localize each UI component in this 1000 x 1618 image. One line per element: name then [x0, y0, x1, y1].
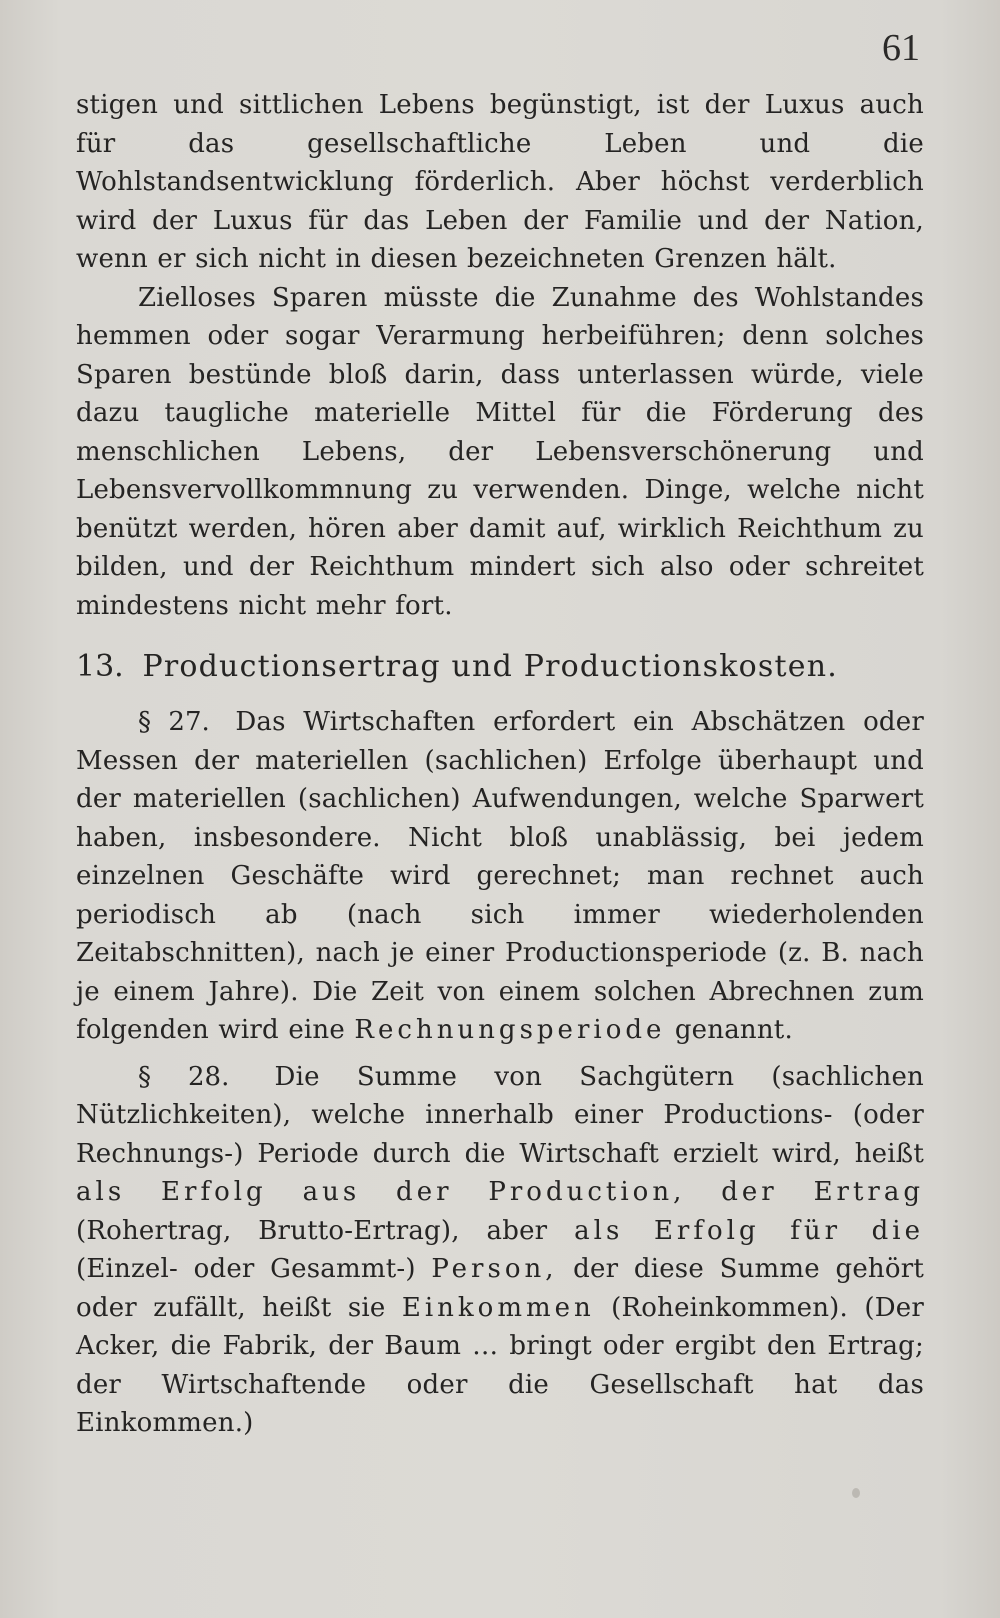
section-27-term: Rechnungsperiode — [354, 1015, 666, 1045]
page-text — [76, 86, 924, 1443]
section-28-phrase-1: als Erfolg aus der Production, der Ertrag — [76, 1177, 924, 1207]
page-number: 61 — [882, 27, 920, 69]
section-28-text-c: (Einzel- oder Gesammt-) — [76, 1254, 416, 1284]
section-heading-title: Productionsertrag und Productionskosten. — [142, 649, 838, 684]
section-28-number: § 28. — [138, 1061, 230, 1092]
section-28-phrase-3: Person, — [431, 1254, 558, 1284]
section-28-text-d: der diese Summe gehört oder zufällt, heißt sie — [76, 1254, 924, 1323]
section-28-phrase-4: Einkommen — [401, 1292, 595, 1323]
paragraph-section-27 — [76, 703, 924, 1050]
section-heading-number: 13. — [76, 649, 124, 684]
section-heading — [76, 645, 924, 689]
section-27-text-b: genannt. — [674, 1015, 793, 1045]
section-28-text-e: (Roheinkommen). (Der Acker, die Fabrik, der Baum … bringt oder ergibt den Ertrag; der Wirtschaftende oder die Gesellschaft hat das Einkommen.) — [76, 1292, 924, 1438]
section-28-phrase-2: als Erfolg für die — [574, 1215, 925, 1246]
section-28-text-b: (Rohertrag, Brutto-Ertrag), aber — [76, 1215, 548, 1246]
section-27-text-a: Das Wirtschaften erfordert ein Abschätzen oder Messen der materiellen (sachlichen) Erfolge überhaupt und der materiellen (sachlichen) Aufwendungen, welche Sparwert haben, insbesondere. Nicht bloß unablässig, bei jedem einzelnen Geschäfte wird gerechnet; man rechnet auch periodisch ab (nach sich immer wiederholenden Zeitabschnitten), nach je einer Productionsperiode (z. B. nach je einem Jahre). Die Zeit von einem solchen Abrechnen zum folgenden wird eine — [76, 707, 924, 1045]
paragraph-luxus: stigen und sittlichen Lebens begünstigt, ist der Luxus auch für das gesellschaftliche Leben und die Wohlstandsentwicklung förderlich. Aber höchst verderblich wird der Luxus für das Leben der Familie und der Nation, wenn er sich nicht in diesen bezeichneten Grenzen hält. — [76, 90, 924, 274]
section-28-text-a: Die Summe von Sachgütern (sachlichen Nützlichkeiten), welche innerhalb einer Productions- (oder Rechnungs-) Periode durch die Wirtschaft erzielt wird, heißt — [76, 1061, 924, 1169]
section-27-number: § 27. — [138, 707, 210, 737]
paragraph-sparen: Zielloses Sparen müsste die Zunahme des Wohlstandes hemmen oder sogar Verarmung herbeiführen; denn solches Sparen bestünde bloß darin, dass unterlassen würde, viele dazu taugliche materielle Mittel für die Förderung des menschlichen Lebens, der Lebensverschönerung und Lebensvervollkommnung zu verwenden. Dinge, welche nicht benützt werden, hören aber damit auf, wirklich Reichthum zu bilden, und der Reichthum mindert sich also oder schreitet mindestens nicht mehr fort. — [76, 282, 924, 621]
paper-smudge — [852, 1488, 860, 1498]
paragraph-section-28 — [76, 1058, 924, 1443]
